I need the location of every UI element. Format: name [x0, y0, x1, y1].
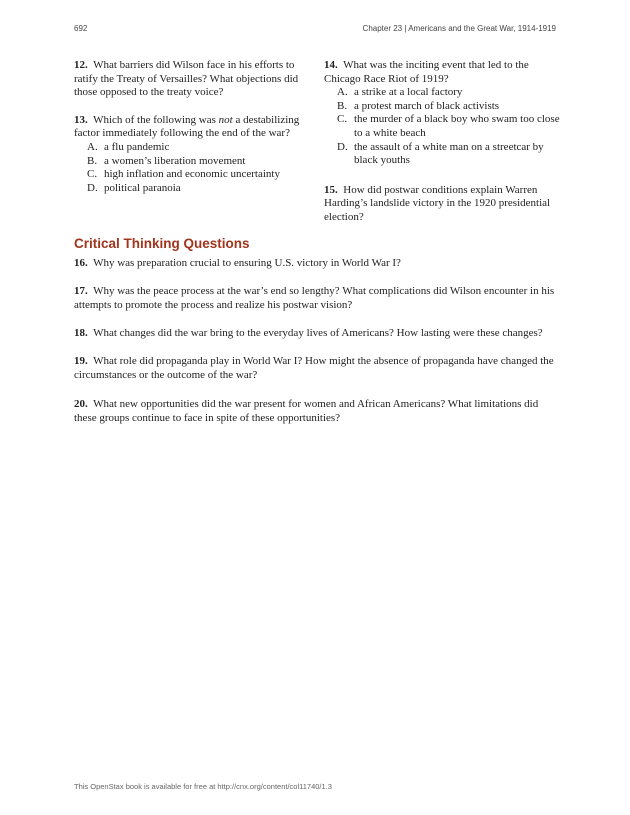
left-column	[74, 59, 310, 207]
option-letter: C.	[87, 168, 98, 181]
question-text: What role did propaganda play in World War I? How might the absence of propaganda have changed the circumstances or the outcome of the war?	[74, 355, 554, 381]
option-letter: C.	[337, 113, 348, 126]
answer-option	[324, 141, 560, 168]
answer-option	[74, 155, 310, 169]
answer-option	[324, 86, 560, 100]
option-text: a protest march of black activists	[354, 99, 500, 112]
question-text: Why was preparation crucial to ensuring U.S. victory in World War I?	[93, 257, 401, 269]
question-text: What new opportunities did the war present for women and African Americans? What limitations did these groups continue to face in spite of these opportunities?	[74, 398, 539, 424]
footer-note: This OpenStax book is available for free at http://cnx.org/content/col11740/1.3	[74, 782, 332, 791]
question-number: 18.	[74, 327, 88, 339]
question-emphasis: not	[218, 113, 233, 126]
option-letter: B.	[87, 154, 98, 167]
answer-option	[324, 100, 560, 114]
option-text: the assault of a white man on a streetcar by black youths	[354, 140, 544, 167]
question-18	[74, 327, 558, 341]
page-number: 692	[74, 24, 88, 33]
question-14	[324, 59, 560, 168]
question-text: a destabilizing factor immediately following the end of the war?	[74, 113, 300, 140]
question-number: 12.	[74, 59, 88, 71]
question-number: 17.	[74, 285, 88, 297]
option-text: high inflation and economic uncertainty	[104, 168, 280, 181]
option-text: a strike at a local factory	[354, 86, 463, 99]
right-column	[324, 59, 560, 237]
option-text: political paranoia	[104, 181, 181, 194]
answer-option	[74, 182, 310, 196]
option-letter: B.	[337, 99, 348, 112]
question-13	[74, 114, 310, 196]
question-12	[74, 59, 310, 100]
question-20	[74, 398, 558, 425]
section-title: Critical Thinking Questions	[74, 236, 250, 251]
option-letter: D.	[87, 181, 98, 194]
question-number: 19.	[74, 355, 88, 367]
answer-option	[74, 168, 310, 182]
question-15	[324, 184, 560, 225]
answer-option	[74, 141, 310, 155]
question-19	[74, 355, 558, 382]
answer-option	[324, 113, 560, 140]
option-text: the murder of a black boy who swam too close to a white beach	[354, 113, 560, 139]
question-number: 20.	[74, 398, 88, 410]
question-text: Why was the peace process at the war’s end so lengthy? What complications did Wilson encounter in his attempts to promote the process and realize his postwar vision?	[74, 285, 555, 311]
answer-options	[74, 141, 310, 195]
question-text: How did postwar conditions explain Warren Harding’s landslide victory in the 1920 presidential election?	[324, 183, 551, 223]
option-letter: A.	[337, 86, 348, 99]
option-letter: D.	[337, 140, 348, 153]
question-number: 16.	[74, 257, 88, 269]
question-number: 13.	[74, 113, 88, 126]
question-text: What was the inciting event that led to the Chicago Race Riot of 1919?	[324, 59, 529, 85]
question-text: Which of the following was	[93, 113, 219, 126]
question-16	[74, 257, 558, 271]
option-text: a flu pandemic	[104, 140, 170, 153]
option-text: a women’s liberation movement	[104, 154, 246, 167]
question-17	[74, 285, 558, 312]
question-number: 15.	[324, 183, 338, 196]
question-text: What changes did the war bring to the everyday lives of Americans? How lasting were these changes?	[93, 327, 543, 339]
answer-options	[324, 86, 560, 168]
question-number: 14.	[324, 59, 338, 71]
question-text: What barriers did Wilson face in his efforts to ratify the Treaty of Versailles? What objections did those opposed to the treaty voice?	[74, 59, 299, 99]
chapter-header: Chapter 23 | Americans and the Great War, 1914-1919	[362, 24, 556, 33]
option-letter: A.	[87, 140, 98, 153]
